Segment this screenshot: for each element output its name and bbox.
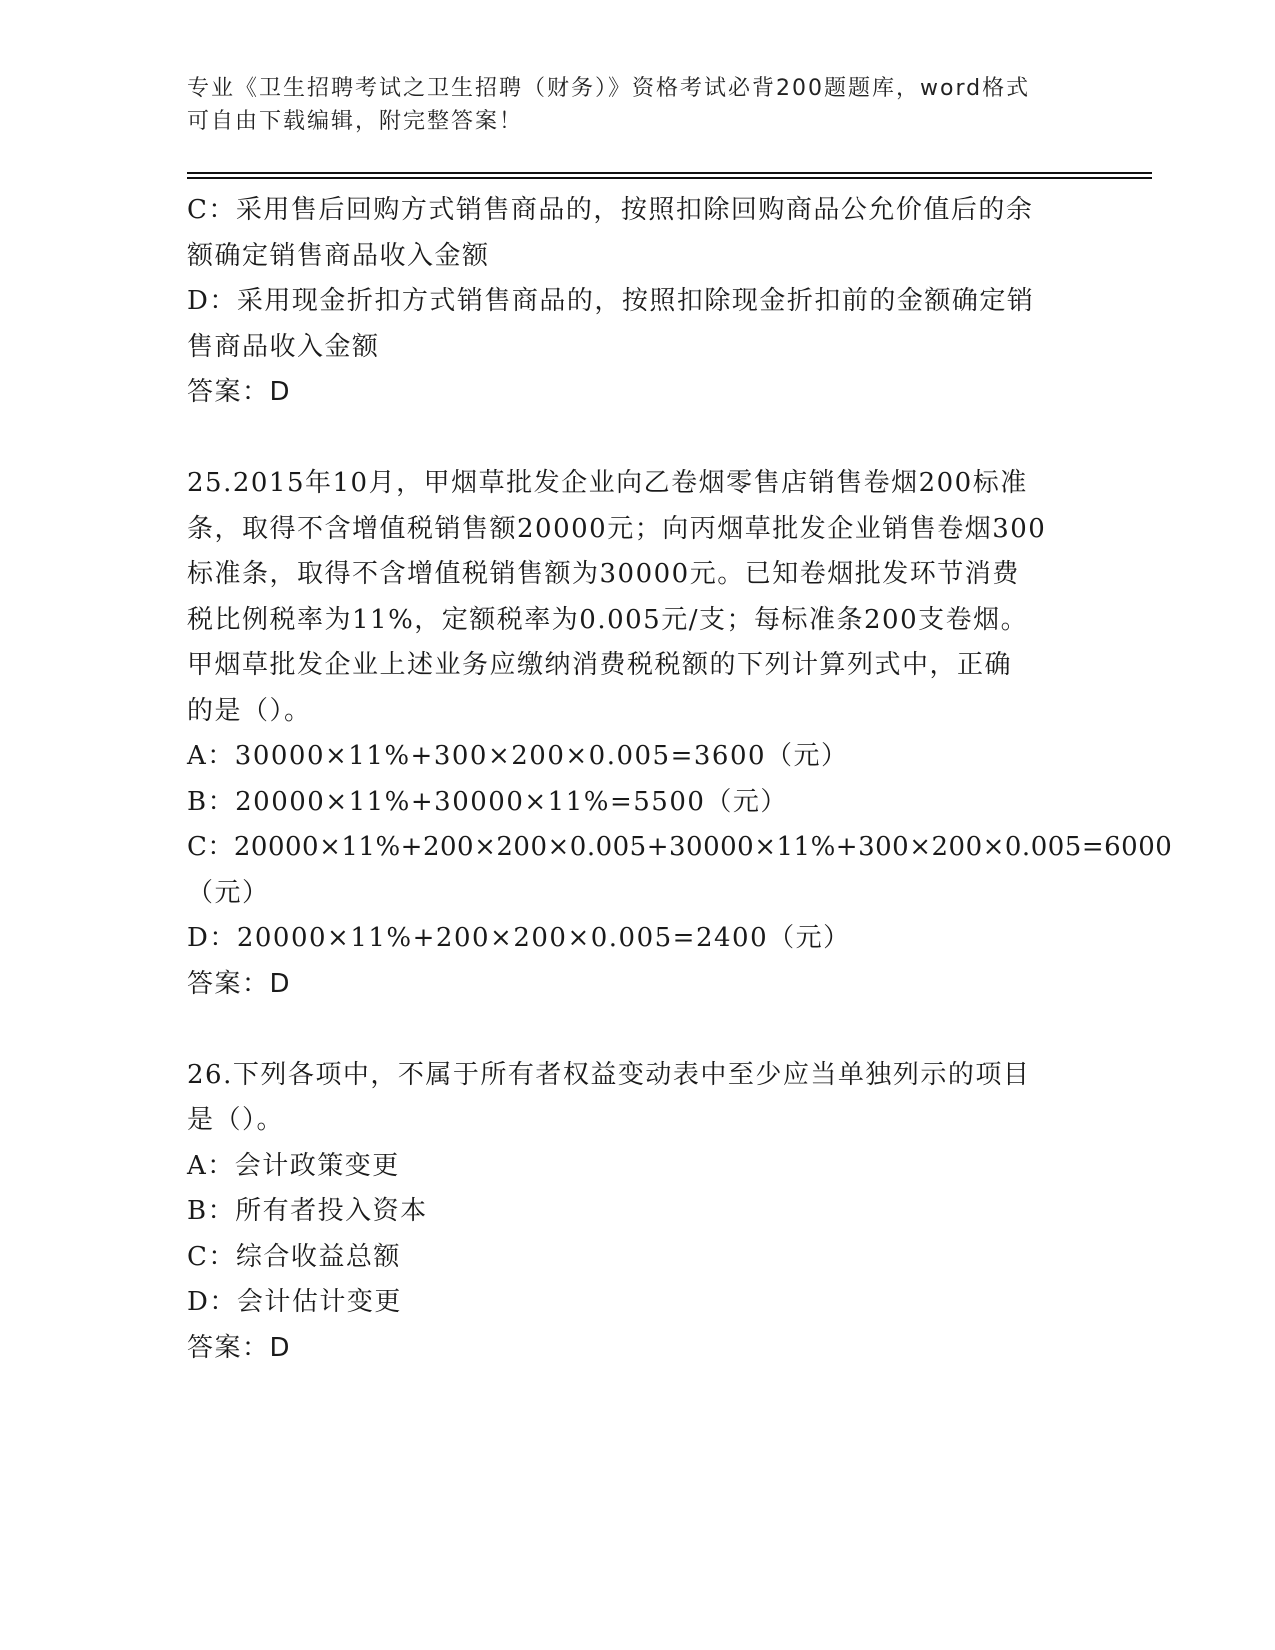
question-26 xyxy=(187,1053,1087,1372)
q25-stem-line: 的是（）。 xyxy=(187,695,312,726)
q26-stem-line: 是（）。 xyxy=(187,1105,285,1135)
q24-option-d-line-1: D：采用现金折扣方式销售商品的，按照扣除现金折扣前的金额确定销 xyxy=(187,286,1035,316)
q25-option-c-line-1: C：20000×11%+200×200×0.005+30000×11%+300×200×0.005=6000 xyxy=(187,832,1173,862)
header-title-line-1: 专业《卫生招聘考试之卫生招聘（财务）》资格考试必背200题题库，word格式 xyxy=(187,76,1031,101)
q25-stem-line: 标准条，取得不含增值税销售额为30000元。已知卷烟批发环节消费 xyxy=(187,559,1020,589)
q24-option-c-line-1: C：采用售后回购方式销售商品的，按照扣除回购商品公允价值后的余 xyxy=(187,195,1034,225)
header-title-line-2: 可自由下载编辑，附完整答案！ xyxy=(187,109,524,134)
q26-stem-line: 26.下列各项中，不属于所有者权益变动表中至少应当单独列示的项目 xyxy=(187,1059,1031,1090)
q26-option-c: C：综合收益总额 xyxy=(187,1241,401,1272)
q25-option-b: B：20000×11%+30000×11%=5500（元） xyxy=(187,786,788,817)
question-25 xyxy=(187,461,1173,1007)
q24-option-d-line-2: 售商品收入金额 xyxy=(187,331,380,362)
q25-option-c-line-2: （元） xyxy=(187,877,270,908)
question-24-tail xyxy=(187,188,1087,416)
q26-option-a: A：会计政策变更 xyxy=(187,1150,400,1181)
header-rule-bottom xyxy=(187,177,1152,179)
header-rule-top xyxy=(187,172,1152,174)
q24-option-c-line-2: 额确定销售商品收入金额 xyxy=(187,240,490,271)
q26-option-d: D：会计估计变更 xyxy=(187,1287,402,1317)
q24-answer: 答案：D xyxy=(187,377,292,407)
q25-stem-line: 税比例税率为11%，定额税率为0.005元/支；每标准条200支卷烟。 xyxy=(187,604,1029,635)
spacer xyxy=(187,1007,1087,1053)
q25-stem-line: 甲烟草批发企业上述业务应缴纳消费税税额的下列计算列式中，正确 xyxy=(187,650,1013,680)
document-header xyxy=(187,72,1087,138)
q25-stem-line: 25.2015年10月，甲烟草批发企业向乙卷烟零售店销售卷烟200标准 xyxy=(187,468,1028,498)
q26-option-b: B：所有者投入资本 xyxy=(187,1196,428,1226)
q25-option-a: A：30000×11%+300×200×0.005=3600（元） xyxy=(187,741,849,771)
q25-option-d: D：20000×11%+200×200×0.005=2400（元） xyxy=(187,923,851,953)
q26-answer: 答案：D xyxy=(187,1332,292,1363)
spacer xyxy=(187,416,1087,462)
document-body xyxy=(187,188,1173,1371)
q25-stem-line: 条，取得不含增值税销售额20000元；向丙烟草批发企业销售卷烟300 xyxy=(187,513,1047,544)
q25-answer: 答案：D xyxy=(187,968,292,999)
